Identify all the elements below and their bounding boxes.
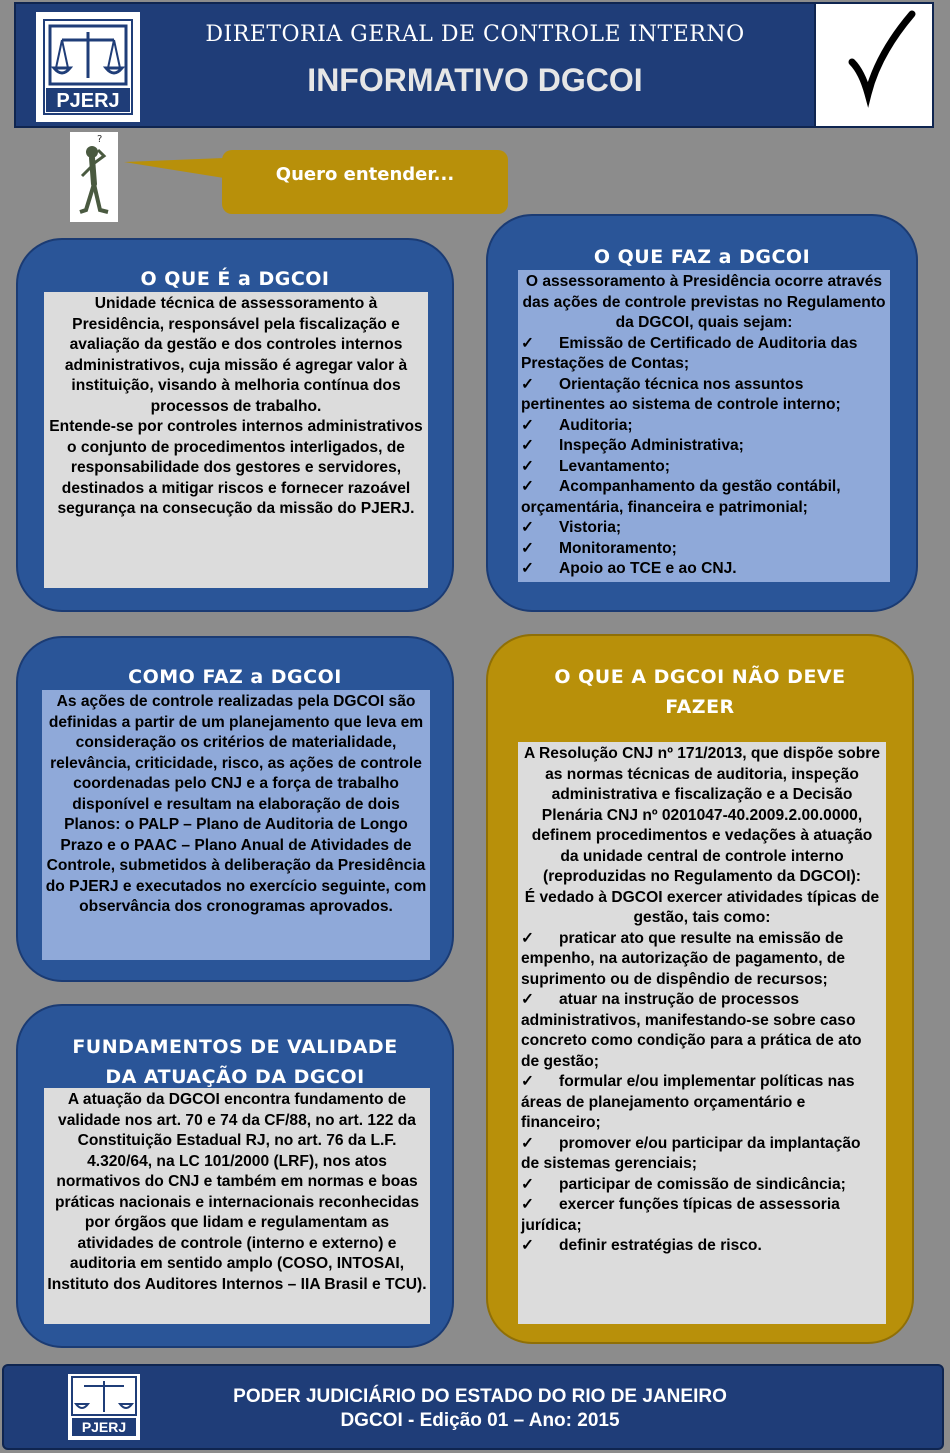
- list-item-text: Vistoria;: [559, 519, 622, 536]
- checkmark-bullet-icon: ✓: [521, 375, 535, 393]
- checkmark-bullet-icon: ✓: [521, 1073, 535, 1090]
- list-item-text: Acompanhamento da gestão contábil, orçamentária, financeira e patrimonial;: [521, 478, 841, 516]
- checkmark-bullet-icon: ✓: [521, 929, 535, 947]
- logo-text: PJERJ: [56, 90, 120, 112]
- panel-how: [16, 636, 454, 982]
- list-item: [521, 334, 887, 375]
- list-item: [521, 990, 883, 1072]
- list-item-text: formular e/ou implementar políticas nas áreas de planejamento orçamentário e financeiro;: [521, 1073, 855, 1131]
- panel-basis-body: A atuação da DGCOI encontra fundamento de validade nos art. 70 e 74 da CF/88, no art. 122 da Constituição Estadual RJ, no art. 76 da L.F. 4.320/64, na LC 101/2000 (LRF), nos atos normativos do CNJ e também em normas e boas práticas nacionais e internacionais reconhecidas por órgãos que lidam e regulamentam as atividades de controle (interno e externo) e auditoria em sentido amplo (COSO, INTOSAI, Instituto dos Auditores Internos – IIA Brasil e TCU).: [44, 1088, 430, 1324]
- panel-basis: [16, 1004, 454, 1348]
- list-item-text: Auditoria;: [559, 416, 633, 434]
- checkmark-bullet-icon: ✓: [521, 478, 535, 495]
- checkmark-icon: [814, 2, 934, 128]
- checkmark-bullet-icon: ✓: [521, 519, 535, 536]
- panel-what-does-body: [518, 270, 890, 582]
- list-item: [521, 1195, 883, 1236]
- list-item: [521, 457, 887, 478]
- list-item-text: Emissão de Certificado de Auditoria das Prestações de Contas;: [521, 334, 858, 372]
- checkmark-bullet-icon: ✓: [521, 539, 535, 557]
- checkmark-bullet-icon: ✓: [521, 991, 535, 1008]
- list-item: [521, 1236, 883, 1257]
- must-not-intro: A Resolução CNJ nº 171/2013, que dispõe sobre as normas técnicas de auditoria, inspeção administrativa e fiscalização e a Decisão Plenária CNJ nº 0201047-40.2009.2.00.0000, definem procedimentos e vedações à atuação da unidade central de controle interno (reproduzidas no Regulamento da DGCOI):: [523, 745, 881, 885]
- bubble-pointer: [124, 158, 224, 182]
- footer-title: PODER JUDICIÁRIO DO ESTADO DO RIO DE JANEIRO: [233, 1386, 727, 1407]
- pjerj-logo: [36, 12, 140, 122]
- svg-text:?: ?: [97, 134, 103, 145]
- list-item: [521, 539, 887, 560]
- what-does-list: [521, 334, 887, 580]
- what-is-paragraph: Entende-se por controles internos administrativos o conjunto de procedimentos interligados, de responsabilidade dos gestores e servidores, destinados a mitigar riscos e fornecer razoável segurança na consecução da missão do PJERJ.: [49, 418, 423, 517]
- speech-bubble: Quero entender...: [222, 150, 508, 214]
- panel-must-not-title: O QUE A DGCOI NÃO DEVE FAZER: [554, 666, 846, 718]
- list-item-text: definir estratégias de risco.: [559, 1237, 762, 1254]
- list-item: [521, 559, 887, 580]
- checkmark-bullet-icon: ✓: [521, 1237, 535, 1254]
- checkmark-bullet-icon: ✓: [521, 416, 535, 434]
- list-item: [521, 477, 887, 518]
- panel-how-title: COMO FAZ a DGCOI: [128, 666, 342, 688]
- list-item: [521, 416, 887, 437]
- list-item-text: Levantamento;: [559, 457, 670, 475]
- list-item-text: participar de comissão de sindicância;: [559, 1175, 846, 1193]
- what-is-paragraph: Unidade técnica de assessoramento à Presidência, responsável pela fiscalização e avaliação da gestão e dos controles internos administrativos, cuja missão é agregar valor à instituição, visando à melhoria contínua dos processos de trabalho.: [64, 295, 408, 415]
- header-subtitle: INFORMATIVO DGCOI: [307, 62, 643, 98]
- list-item: [521, 1072, 883, 1134]
- header-title: DIRETORIA GERAL DE CONTROLE INTERNO: [205, 22, 745, 47]
- checkmark-bullet-icon: ✓: [521, 1175, 535, 1193]
- panel-what-does: [486, 214, 918, 612]
- checkmark-bullet-icon: ✓: [521, 334, 535, 352]
- list-item-text: promover e/ou participar da implantação de sistemas gerenciais;: [521, 1134, 861, 1172]
- list-item-text: Apoio ao TCE e ao CNJ.: [559, 560, 737, 577]
- checkmark-bullet-icon: ✓: [521, 457, 535, 475]
- panel-basis-title: FUNDAMENTOS DE VALIDADE DA ATUAÇÃO DA DGCOI: [72, 1036, 398, 1088]
- list-item-text: Inspeção Administrativa;: [559, 437, 744, 454]
- panel-what-is-title: O QUE É a DGCOI: [140, 268, 330, 290]
- checkmark-bullet-icon: ✓: [521, 1196, 535, 1213]
- panel-must-not-body: [518, 742, 886, 1324]
- list-item: [521, 929, 883, 991]
- thinking-man-icon: [70, 132, 118, 222]
- footer-edition: DGCOI - Edição 01 – Ano: 2015: [340, 1410, 620, 1431]
- list-item: [521, 518, 887, 539]
- must-not-list: [521, 929, 883, 1257]
- list-item: [521, 375, 887, 416]
- list-item-text: praticar ato que resulte na emissão de empenho, na autorização de pagamento, de suprimento ou de dispêndio de recursos;: [521, 929, 846, 988]
- list-item: [521, 436, 887, 457]
- pjerj-logo-footer: [68, 1374, 140, 1440]
- panel-must-not: [486, 634, 914, 1344]
- logo-text: PJERJ: [81, 1419, 127, 1435]
- list-item-text: exercer funções típicas de assessoria jurídica;: [521, 1196, 840, 1234]
- list-item: [521, 1175, 883, 1196]
- checkmark-bullet-icon: ✓: [521, 1134, 535, 1152]
- list-item-text: Orientação técnica nos assuntos pertinentes ao sistema de controle interno;: [521, 375, 841, 413]
- list-item: [521, 1134, 883, 1175]
- what-does-intro: O assessoramento à Presidência ocorre através das ações de controle previstas no Regulamento da DGCOI, quais sejam:: [522, 273, 886, 331]
- panel-how-body: As ações de controle realizadas pela DGCOI são definidas a partir de um planejamento que leva em consideração os critérios de materialidade, relevância, criticidade, risco, as ações de controle coordenadas pelo CNJ e a força de trabalho disponível e resultam na elaboração de dois Planos: o PALP – Plano de Auditoria de Longo Prazo e o PAAC – Plano Anual de Atividades de Controle, submetidos à deliberação da Presidência do PJERJ e executados no exercício seguinte, com observância dos cronogramas aprovados.: [42, 690, 430, 960]
- panel-what-does-title: O QUE FAZ a DGCOI: [593, 246, 811, 268]
- checkmark-bullet-icon: ✓: [521, 560, 535, 577]
- list-item-text: Monitoramento;: [559, 539, 677, 557]
- must-not-subintro: É vedado à DGCOI exercer atividades típicas de gestão, tais como:: [524, 888, 880, 926]
- checkmark-bullet-icon: ✓: [521, 437, 535, 454]
- list-item-text: atuar na instrução de processos administrativos, manifestando-se sobre caso concreto como condição para a prática de ato de gestão;: [521, 991, 862, 1070]
- panel-what-is: [16, 238, 454, 612]
- panel-what-is-body: [44, 292, 428, 588]
